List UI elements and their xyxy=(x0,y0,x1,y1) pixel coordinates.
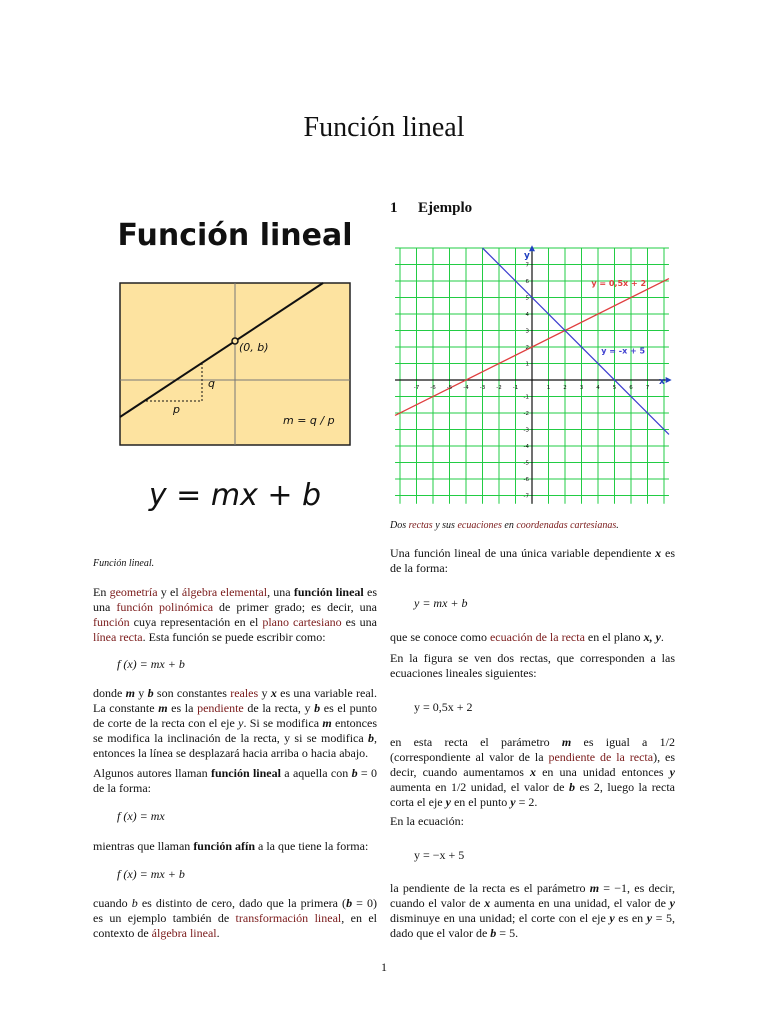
link-pendiente-recta[interactable]: pendiente de la recta xyxy=(548,750,654,764)
x-tick-label: 5 xyxy=(612,385,617,391)
page-title: Función lineal xyxy=(303,112,465,143)
link-pendiente[interactable]: pendiente xyxy=(197,701,244,715)
right-equation-3: y = −x + 5 xyxy=(414,848,465,862)
intercept-label: (0, b) xyxy=(239,341,269,354)
link-reales[interactable]: reales xyxy=(230,686,259,700)
x-tick-label: -7 xyxy=(413,385,420,391)
equation-2: f (x) = mx xyxy=(117,809,165,823)
y-tick-label: -1 xyxy=(523,394,529,401)
equation-3: f (x) = mx + b xyxy=(117,867,185,881)
intercept-point xyxy=(232,338,238,344)
link-linea-recta[interactable]: línea recta xyxy=(93,630,143,644)
link-ecuaciones[interactable]: ecuaciones xyxy=(457,520,502,531)
y-tick-label: -6 xyxy=(523,477,529,483)
x-tick-label: 6 xyxy=(629,385,633,391)
example-graph xyxy=(390,245,675,507)
equation-1: f (x) = mx + b xyxy=(117,657,185,671)
line1-label: y = 0,5x + 2 xyxy=(591,278,647,288)
y-tick-label: -3 xyxy=(523,427,529,434)
section-title: Ejemplo xyxy=(418,200,473,216)
y-tick-label: 5 xyxy=(525,295,529,302)
right-para-5: En la ecuación: xyxy=(390,814,464,828)
closing-paragraph: cuando b es distinto de cero, dado que la primera (b = 0) es un ejemplo también de transformación lineal, en el contexto de álgebra lineal. xyxy=(93,896,377,940)
x-tick-label: 4 xyxy=(596,385,600,391)
link-funcion[interactable]: función xyxy=(93,615,130,629)
y-tick-label: -7 xyxy=(523,493,529,500)
right-equation-2: y = 0,5x + 2 xyxy=(414,700,473,714)
link-funcion-polinomica[interactable]: función polinómica xyxy=(116,600,214,614)
link-transformacion-lineal[interactable]: transformación lineal xyxy=(235,911,342,925)
label-p: p xyxy=(173,403,180,416)
authors-paragraph: Algunos autores llaman función lineal a aquella con b = 0 de la forma: xyxy=(93,766,377,795)
constants-paragraph: donde m y b son constantes reales y x es una variable real. La constante m es la pendiente de la recta, y b es el punto de corte de la recta con el eje y. Si se modifica m entonces se modifica la inclinación de la recta, y si se modifica b, entonces la línea se desplazará hacia arriba o hacia abajo. xyxy=(93,686,378,760)
right-para-6: la pendiente de la recta es el parámetro m = −1, es decir, cuando el valor de x aumenta en una unidad, el valor de y disminuye en una unidad; el corte con el eje y es en y = 5, dado que el valor de b = 5. xyxy=(390,881,675,940)
page-number: 1 xyxy=(381,960,387,974)
y-tick-label: -2 xyxy=(523,411,529,417)
x-tick-label: -3 xyxy=(479,385,486,391)
right-para-1: Una función lineal de una única variable dependiente x es de la forma: xyxy=(390,546,675,575)
right-para-3: En la figura se ven dos rectas, que corresponden a las ecuaciones lineales siguientes: xyxy=(390,651,675,680)
link-ecuacion-recta[interactable]: ecuación de la recta xyxy=(489,630,585,644)
linear-function-figure xyxy=(93,200,377,520)
affine-paragraph: mientras que llaman función afín a la que tiene la forma: xyxy=(93,839,369,853)
section-heading xyxy=(390,200,472,217)
x-tick-label: -6 xyxy=(430,385,436,391)
line2-label: y = -x + 5 xyxy=(601,346,646,356)
y-axis-label: y xyxy=(524,250,530,261)
y-tick-label: -5 xyxy=(523,460,529,467)
link-algebra-lineal[interactable]: álgebra lineal xyxy=(151,926,217,940)
link-algebra-elemental[interactable]: álgebra elemental xyxy=(181,585,268,599)
x-tick-label: -2 xyxy=(496,385,502,391)
figure-caption: Función lineal. xyxy=(93,558,155,569)
right-para-4: en esta recta el parámetro m es igual a 1/2 (correspondiente al valor de la pendiente de la recta), es decir, cuando aumentamos x en una unidad entonces y aumenta en 1/2 unidad, el valor de b es 2, luego la recta corta el eje y en el punto y = 2. xyxy=(390,735,676,809)
x-axis-arrow xyxy=(666,377,672,383)
link-coordenadas-cartesianas[interactable]: coordenadas cartesianas xyxy=(516,520,617,531)
line-y-minus-x-plus-5 xyxy=(483,248,669,434)
x-tick-label: -1 xyxy=(512,385,519,391)
y-tick-label: 7 xyxy=(525,262,529,269)
figure-formula: y = mx + b xyxy=(148,478,322,513)
x-axis-label: x xyxy=(659,377,665,387)
section-number: 1 xyxy=(390,200,398,216)
y-tick-label: -4 xyxy=(523,444,529,450)
figure-heading: Función lineal xyxy=(117,218,353,253)
right-para-2: que se conoce como ecuación de la recta en el plano x, y. xyxy=(390,630,664,644)
intro-paragraph: En geometría y el álgebra elemental, una función lineal es una función polinómica de primer grado; es decir, una función cuya representación en el plano cartesiano es una línea recta. Esta función se puede escribir como: xyxy=(93,585,377,644)
label-q: q xyxy=(208,377,215,390)
y-tick-label: 4 xyxy=(525,312,529,318)
x-tick-label: 1 xyxy=(546,385,551,391)
right-equation-1: y = mx + b xyxy=(414,596,468,610)
x-tick-label: 3 xyxy=(579,385,584,391)
y-tick-label: 2 xyxy=(525,345,529,351)
link-plano-cartesiano[interactable]: plano cartesiano xyxy=(262,615,342,629)
y-tick-label: 6 xyxy=(525,279,529,285)
y-tick-label: 3 xyxy=(525,328,529,335)
link-geometria[interactable]: geometría xyxy=(109,585,158,599)
x-tick-label: 2 xyxy=(563,385,567,391)
y-tick-label: 1 xyxy=(525,361,529,368)
x-tick-label: 7 xyxy=(645,385,650,391)
slope-label: m = q / p xyxy=(283,414,335,427)
x-tick-label: -4 xyxy=(463,385,469,391)
link-rectas[interactable]: rectas xyxy=(408,520,433,531)
graph-caption: Dos rectas y sus ecuaciones en coordenadas cartesianas. xyxy=(390,520,619,531)
x-tick-label: -5 xyxy=(446,385,453,391)
